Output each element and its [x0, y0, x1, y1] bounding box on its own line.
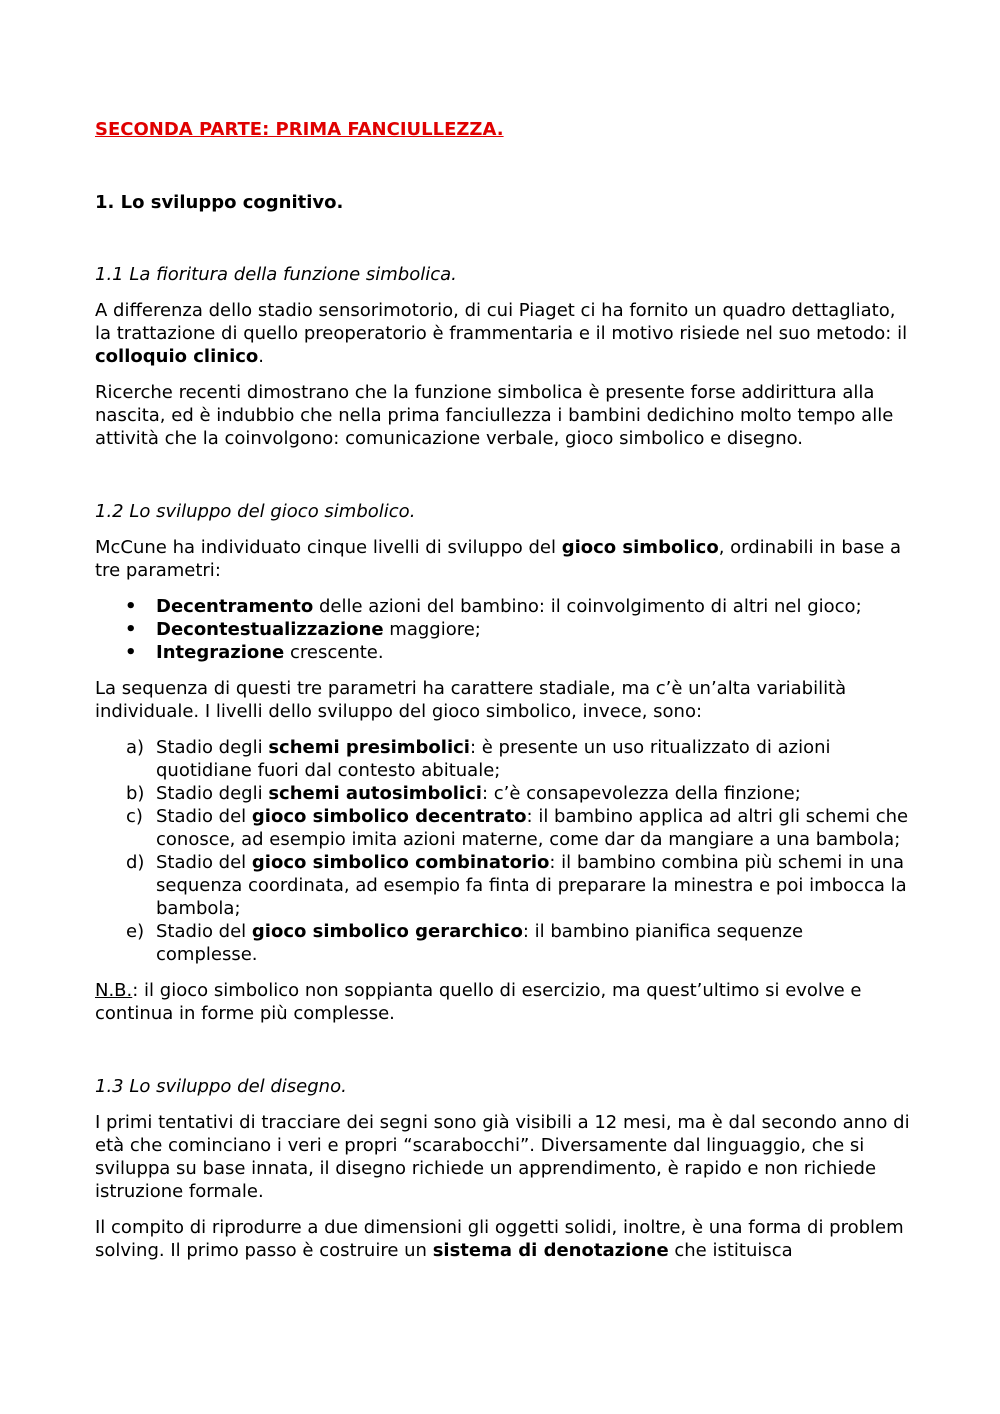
paragraph-s3-1: I primi tentativi di tracciare dei segni sono già visibili a 12 mesi, ma è dal secondo anno di età che cominciano i veri e propri “scarabocchi”. Diversamente dal linguaggio, che si sviluppa su base innata, il disegno richiede un apprendimento, è rapido e non richiede istruzione formale.	[95, 1112, 910, 1202]
paragraph-s1-2: Ricerche recenti dimostrano che la funzione simbolica è presente forse addirittura alla nascita, ed è indubbio che nella prima fanciullezza i bambini dedichino molto tempo alle attività che la coinvolgono: comunicazione verbale, gioco simbolico e disegno.	[95, 382, 894, 449]
text-run: .	[258, 346, 265, 367]
text-run: Il compito di riprodurre a due dimensioni gli oggetti solidi, inoltre, è una forma di problem solving. Il primo passo è costruire un	[95, 1217, 904, 1261]
text-run: Stadio degli	[156, 783, 269, 804]
section-title-1-2: 1.2 Lo sviluppo del gioco simbolico.	[95, 501, 416, 522]
text-run: : è presente un uso ritualizzato di azioni quotidiane fuori dal contesto abituale;	[156, 737, 831, 781]
list-marker: a)	[126, 737, 145, 758]
bullet-icon: •	[125, 642, 137, 663]
bullet-icon: •	[125, 596, 137, 617]
text-run: Stadio del	[156, 852, 252, 873]
text-run: Stadio del	[156, 806, 252, 827]
text-run: Stadio del	[156, 921, 252, 942]
text-run: delle azioni del bambino: il coinvolgimento di altri nel gioco;	[313, 596, 862, 617]
section-title-1-3: 1.3 Lo sviluppo del disegno.	[95, 1076, 347, 1097]
list-item	[125, 641, 910, 664]
text-run: : il bambino applica ad altri gli schemi che conosce, ad esempio imita azioni materne, come dar da mangiare a una bambola;	[156, 806, 909, 850]
chapter-title: 1. Lo sviluppo cognitivo.	[95, 192, 344, 213]
stages-list	[95, 736, 910, 966]
text-run: crescente.	[284, 642, 384, 663]
parameter-list	[95, 595, 910, 664]
list-marker: e)	[126, 921, 145, 942]
nb-label: N.B.	[95, 980, 133, 1001]
bold-term: Decontestualizzazione	[156, 619, 384, 640]
bold-term: schemi autosimbolici	[268, 783, 482, 804]
text-run: McCune ha individuato cinque livelli di sviluppo del	[95, 537, 562, 558]
list-item	[125, 595, 910, 618]
paragraph-s2-1	[95, 536, 910, 582]
text-run: : il bambino pianifica sequenze complesse.	[156, 921, 804, 965]
list-item	[125, 618, 910, 641]
paragraph-s2-2: La sequenza di questi tre parametri ha carattere stadiale, ma c’è un’alta variabilità individuale. I livelli dello sviluppo del gioco simbolico, invece, sono:	[95, 678, 847, 722]
bold-term: Decentramento	[156, 596, 314, 617]
list-marker: c)	[126, 806, 143, 827]
bold-term: gioco simbolico gerarchico	[251, 921, 523, 942]
text-run: A differenza dello stadio sensorimotorio, di cui Piaget ci ha fornito un quadro dettagliato, la trattazione di quello preoperatorio è frammentaria e il motivo risiede nel suo metodo: il	[95, 300, 908, 344]
document-body	[95, 118, 910, 1262]
list-item	[126, 851, 910, 920]
text-run: : c’è consapevolezza della finzione;	[481, 783, 801, 804]
text-run: , ordinabili in base a tre parametri:	[95, 537, 902, 581]
paragraph-s1-1	[95, 299, 910, 368]
list-marker: d)	[126, 852, 145, 873]
nota-bene	[95, 979, 910, 1025]
bullet-icon: •	[125, 619, 137, 640]
bold-term: gioco simbolico combinatorio	[251, 852, 550, 873]
part-title: SECONDA PARTE: PRIMA FANCIULLEZZA.	[95, 119, 504, 140]
bold-term: gioco simbolico	[561, 537, 719, 558]
list-item	[126, 736, 910, 782]
list-item	[126, 782, 910, 805]
list-item	[126, 805, 910, 851]
text-run: : il gioco simbolico non soppianta quello di esercizio, ma quest’ultimo si evolve e continua in forme più complesse.	[95, 980, 862, 1024]
list-marker: b)	[126, 783, 145, 804]
bold-term: gioco simbolico decentrato	[251, 806, 527, 827]
text-run: Stadio degli	[156, 737, 269, 758]
bold-term: sistema di denotazione	[432, 1240, 669, 1261]
bold-term: colloquio clinico	[95, 346, 259, 367]
text-run: maggiore;	[383, 619, 481, 640]
bold-term: schemi presimbolici	[268, 737, 470, 758]
text-run: che istituisca	[668, 1240, 793, 1261]
text-run: : il bambino combina più schemi in una sequenza coordinata, ad esempio fa finta di preparare la minestra e poi imbocca la bambola;	[156, 852, 907, 919]
section-title-1-1: 1.1 La fioritura della funzione simbolica.	[95, 264, 457, 285]
paragraph-s3-2	[95, 1216, 910, 1262]
list-item	[126, 920, 910, 966]
bold-term: Integrazione	[156, 642, 285, 663]
